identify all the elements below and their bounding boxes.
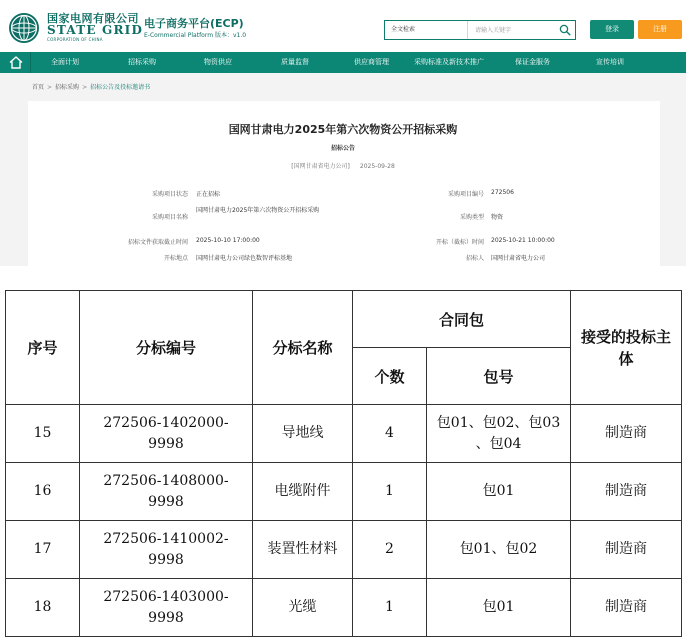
nav-item-standards[interactable]: 采购标准及新技术推广 <box>414 58 484 66</box>
cell-lot-code <box>80 579 253 637</box>
login-button[interactable]: 登录 <box>590 20 634 39</box>
cell-lot-code-line1: 272506-1410002- <box>103 530 229 547</box>
cell-lot-name: 导地线 <box>253 405 353 463</box>
cell-seq: 18 <box>6 579 80 637</box>
table-row <box>6 521 682 579</box>
cell-lot-code-line1: 272506-1402000- <box>103 414 229 431</box>
status-value: 正在招标 <box>196 191 221 198</box>
platform-title: 电子商务平台(ECP) <box>144 17 244 30</box>
cell-count: 4 <box>353 405 427 463</box>
brand-name-en: STATE GRID <box>47 23 144 37</box>
breadcrumb-procurement[interactable]: 招标采购 <box>55 84 80 91</box>
cell-package-line1: 包01、包02、包03 <box>436 414 561 431</box>
cell-lot-code-line2: 9998 <box>148 551 184 568</box>
cell-bidder: 制造商 <box>571 521 682 579</box>
header-bidder-text: 接受的投标主体 <box>581 327 672 368</box>
brand-name-cn: 国家电网有限公司 <box>47 12 139 25</box>
search-icon[interactable] <box>559 24 571 36</box>
table-row <box>6 405 682 463</box>
cell-count: 1 <box>353 579 427 637</box>
main-nav <box>0 52 686 73</box>
deadline-label: 招标文件获取截止时间 <box>127 239 188 246</box>
nav-item-supply[interactable]: 物资供应 <box>204 58 232 66</box>
cell-count: 2 <box>353 521 427 579</box>
cell-package-no <box>427 405 571 463</box>
cell-package-no: 包01 <box>427 463 571 521</box>
project-name-value: 国网甘肃电力2025年第六次物资公开招标采购 <box>196 207 320 214</box>
tenderer-value: 国网甘肃省电力公司 <box>491 255 546 262</box>
search-category-select[interactable]: 全文检索 <box>385 21 468 39</box>
nav-item-training[interactable]: 宣传培训 <box>596 58 624 66</box>
register-button[interactable]: 注册 <box>638 20 682 39</box>
cell-lot-name: 电缆附件 <box>253 463 353 521</box>
header-count: 个数 <box>353 348 427 405</box>
nav-divider <box>30 52 31 73</box>
breadcrumb-current[interactable]: 招标公告及投标邀请书 <box>90 84 151 91</box>
cell-lot-code-line2: 9998 <box>148 609 184 626</box>
state-grid-logo-icon[interactable] <box>8 12 40 44</box>
search-input[interactable] <box>469 21 553 39</box>
search-box <box>384 20 576 40</box>
cell-bidder: 制造商 <box>571 463 682 521</box>
cell-lot-code-line2: 9998 <box>148 493 184 510</box>
cell-count: 1 <box>353 463 427 521</box>
breadcrumb: 首页 > 招标采购 > 招标公告及投标邀请书 <box>32 84 151 91</box>
project-code-label: 采购项目编号 <box>447 191 484 198</box>
cell-seq: 17 <box>6 521 80 579</box>
header-seq: 序号 <box>6 291 80 405</box>
table-row <box>6 463 682 521</box>
cell-lot-code <box>80 463 253 521</box>
cell-package-no: 包01、包02 <box>427 521 571 579</box>
open-time-label: 开标（截标）时间 <box>435 239 484 246</box>
header-package-no: 包号 <box>427 348 571 405</box>
nav-item-quality[interactable]: 质量监督 <box>281 58 309 66</box>
notice-meta <box>0 161 686 170</box>
cell-lot-code-line2: 9998 <box>148 435 184 452</box>
cell-bidder: 制造商 <box>571 405 682 463</box>
deadline-value: 2025-10-10 17:00:00 <box>196 237 260 244</box>
header-lot-code: 分标编号 <box>80 291 253 405</box>
nav-item-plan[interactable]: 全面计划 <box>51 58 79 66</box>
cell-lot-code <box>80 405 253 463</box>
cell-package-no: 包01 <box>427 579 571 637</box>
project-code-value: 272506 <box>491 189 514 196</box>
table-row <box>6 579 682 637</box>
nav-item-procurement[interactable]: 招标采购 <box>128 58 156 66</box>
platform-version: E-Commercial Platform 版本：v1.0 <box>144 32 247 39</box>
tenderer-label: 招标人 <box>465 255 484 262</box>
status-label: 采购项目状态 <box>151 191 188 198</box>
header-lot-name: 分标名称 <box>253 291 353 405</box>
notice-subtitle: 招标公告 <box>330 145 355 152</box>
site-header <box>0 0 686 50</box>
cell-lot-name: 光缆 <box>253 579 353 637</box>
project-name-label: 采购项目名称 <box>151 214 188 221</box>
cell-seq: 15 <box>6 405 80 463</box>
notice-publisher: [国网甘肃省电力公司] <box>291 163 350 170</box>
header-bidder <box>571 291 682 405</box>
type-label: 采购类型 <box>459 214 484 221</box>
place-label: 开标地点 <box>163 255 188 262</box>
open-time-value: 2025-10-21 10:00:00 <box>491 237 555 244</box>
cell-bidder: 制造商 <box>571 579 682 637</box>
header-contract-package: 合同包 <box>353 291 571 348</box>
place-value: 国网甘肃电力公司绿色数智评标基地 <box>196 255 293 262</box>
cell-lot-code <box>80 521 253 579</box>
cell-lot-name: 装置性材料 <box>253 521 353 579</box>
lot-table <box>5 290 682 637</box>
brand-subtitle: CORPORATION OF CHINA <box>47 37 103 42</box>
home-icon[interactable] <box>8 55 24 70</box>
breadcrumb-home[interactable]: 首页 <box>32 84 45 91</box>
nav-item-supplier[interactable]: 供应商管理 <box>354 58 389 66</box>
cell-lot-code-line1: 272506-1408000- <box>103 472 229 489</box>
notice-title: 国网甘肃电力2025年第六次物资公开招标采购 <box>228 123 458 136</box>
type-value: 物资 <box>491 214 504 221</box>
cell-seq: 16 <box>6 463 80 521</box>
notice-date: 2025-09-28 <box>359 163 395 170</box>
cell-package-line2: 、包04 <box>475 435 522 452</box>
cell-lot-code-line1: 272506-1403000- <box>103 588 229 605</box>
nav-item-deposit[interactable]: 保证金服务 <box>515 58 550 66</box>
